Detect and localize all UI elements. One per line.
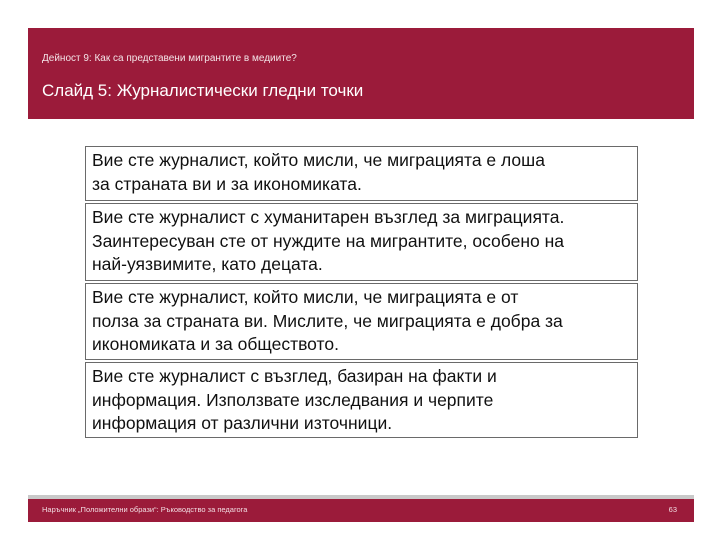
perspective-line: информация. Използвате изследвания и черпите [92, 389, 494, 410]
perspective-box-humanitarian [85, 203, 638, 281]
perspective-line: най-уязвимите, като децата. [92, 254, 323, 274]
perspective-line: полза за страната ви. Мислите, че миграцията е добра за [92, 310, 563, 331]
perspective-line: информация от различни източници. [92, 413, 393, 433]
perspective-box-negative [85, 146, 638, 201]
slide-footer [28, 499, 694, 522]
perspective-line: икономиката и за обществото. [92, 334, 339, 354]
slide-header [28, 28, 694, 119]
perspective-line: Вие сте журналист, който мисли, че миграцията е от [92, 287, 519, 307]
perspective-line: Вие сте журналист с хуманитарен възглед за миграцията. [92, 207, 565, 227]
footer-source: Наръчник „Положителни образи“: Ръководство за педагога [42, 505, 248, 514]
perspective-list [85, 146, 638, 440]
slide-title: Слайд 5: Журналистически гледни точки [42, 81, 364, 100]
perspective-line: Вие сте журналист с възглед, базиран на факти и [92, 366, 497, 386]
perspective-line: Заинтересуван сте от нуждите на мигрантите, особено на [92, 230, 564, 251]
perspective-line: за страната ви и за икономиката. [92, 173, 362, 194]
page-number: 63 [668, 505, 677, 514]
perspective-line: Вие сте журналист, който мисли, че миграцията е лоша [92, 150, 545, 170]
perspective-box-factual [85, 362, 638, 438]
activity-subtitle: Дейност 9: Как са представени мигрантите в медиите? [42, 53, 297, 64]
perspective-box-positive [85, 283, 638, 360]
